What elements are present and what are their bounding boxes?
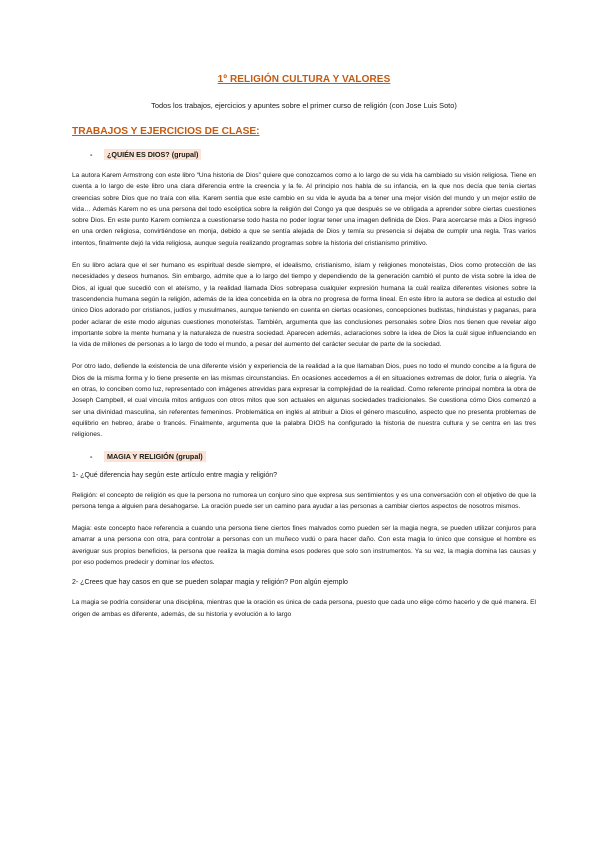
bullet-dash: - bbox=[90, 150, 93, 159]
bullet-label: ¿QUIÉN ES DIOS? (grupal) bbox=[104, 149, 201, 160]
bullet-heading-quien-es-dios bbox=[90, 149, 536, 160]
paragraph: Por otro lado, defiende la existencia de una diferente visión y experiencia de la realidad a la que llamaban Dios, pues no todo el mundo concibe a la figura de Dios de la misma forma y lo tiene presente en las mismas circunstancias. En ocasiones accedemos a él en situaciones extremas de dolor, furia o alegría. Ya en otras, lo conciben como luz, representado con imágenes atrevidas para expresar la complejidad de la realidad. Como referente principal nombra la obra de Joseph Campbell, el cual vincula mitos antiguos con otros mitos que son actuales en algunas sociedades tradicionales. Se cuestiona cómo Dios comenzó a ser una divinidad masculina, sin referentes femeninos. Problemática en inglés al atribuir a Dios el género masculino, aspecto que no presenta problemas de equilibrio en hebreo, árabe o francés. Finalmente, argumenta que la palabra DIOS ha configurado la historia de nuestra cultura y se centra en las tres religiones. bbox=[72, 363, 536, 439]
bullet-heading-magia-religion bbox=[90, 451, 536, 462]
question-1: 1- ¿Qué diferencia hay según este artículo entre magia y religión? bbox=[72, 471, 278, 479]
paragraph: Religión: el concepto de religión es que la persona no rumorea un conjuro sino que expresa sus sentimientos y es una conversación con el objetivo de que la persona tenga a alguien para desahogarse. La oración puede ser un camino para ayudar a las personas a cambiar ciertos aspectos de nosotros mismos. bbox=[72, 491, 536, 510]
paragraph: La magia se podría considerar una disciplina, mientras que la oración es única de cada persona, puesto que cada uno elige cómo hacerlo y de qué manera. El origen de ambas es diferente, además, de su historia y evolución a lo largo bbox=[72, 599, 536, 618]
document-title: 1º RELIGIÓN CULTURA Y VALORES bbox=[217, 74, 391, 85]
paragraph: La autora Karem Armstrong con este libro “Una historia de Dios” quiere que conozcamos como a lo largo de su vida ha cambiado su visión religiosa. Tiene en cuenta a lo largo de este libro una clara diferencia entre la creencia y la fe. Al principio nos habla de su infancia, en la que nos decía que tenía ciertas creencias sobre Dios que no traía con ella. Karem sentía que este cambio en su vida le ayuda ba a tener una mejor visión del mundo y un mejor estilo de vida… Además Karem no es una persona del todo escéptica sobre la religión del Congo ya que después se ve obligada a aprender sobre ciertas cuestiones sobre Dios. En este punto Karem comienza a cuestionarse todo hasta no poder lograr tener una imagen definida de Dios. Para acercarse más a Dios ingresó en una orden religiosa, convirtiéndose en monja, debido a que se sentía alejada de Dios y temía su presencia si dejaba de cumplir una regla. Tras varios intentos, finalmente dejó la vida religiosa, aunque seguía realizando programas sobre la historia del cristianismo primitivo. bbox=[72, 172, 536, 247]
section-heading: TRABAJOS Y EJERCICIOS DE CLASE: bbox=[72, 126, 260, 137]
paragraph: En su libro aclara que el ser humano es espiritual desde siempre, el idealismo, cristianismo, islam y religiones monoteístas, Dios como protección de las necesidades y deseos humanos. Sin embargo, admite que a lo largo del tiempo y dependiendo de la generación cambió el punto de vista sobre la idea de Dios, al igual que sucedió con el ateísmo, y la realidad llamada Dios sobrepasa cualquier expresión humana la cuál realiza diferentes visiones sobre la trascendencia humana según la religión, además de la idea concebida en la obra no progresa de forma lineal. En este libro la autora se dedica al estudio del único Dios adorado por cristianos, judíos y musulmanes, aunque teniendo en cuenta en ciertas ocasiones, concepciones budistas, hinduistas y paganas, para poder aclarar de este modo algunas cuestiones monoteístas. También, argumenta que las conclusiones personales sobre Dios nos tienen que revelar algo importante sobre la mente humana y la naturaleza de nuestra sociedad. Aparecen además, aclaraciones sobre la idea de Dios la cuál sigue influenciando en la vida de millones de personas a lo largo de todo el mundo, a pesar del aumento del carácter secular de parte de la sociedad. bbox=[72, 262, 536, 349]
bullet-label: MAGIA Y RELIGIÓN (grupal) bbox=[104, 451, 206, 462]
question-2: 2- ¿Crees que hay casos en que se pueden solapar magia y religión? Pon algún ejemplo bbox=[72, 579, 348, 587]
document-subtitle: Todos los trabajos, ejercicios y apuntes sobre el primer curso de religión (con Jose Luis Soto) bbox=[151, 101, 457, 110]
paragraph: Magia: este concepto hace referencia a cuando una persona tiene ciertos fines malvados como pueden ser la magia negra, se pueden utilizar conjuros para amarrar a una persona con otra, para controlar a personas con un muñeco vudú o para hacer daño. Con esta magia lo único que consigue el hombre es averiguar sus propios beneficios, la persona que realiza la magia domina esos poderes que solo son instrumentos. Ya su vez, la magia domina las causas y por eso podemos predecir y dominar los efectos. bbox=[72, 525, 536, 567]
bullet-dash: - bbox=[90, 451, 93, 461]
